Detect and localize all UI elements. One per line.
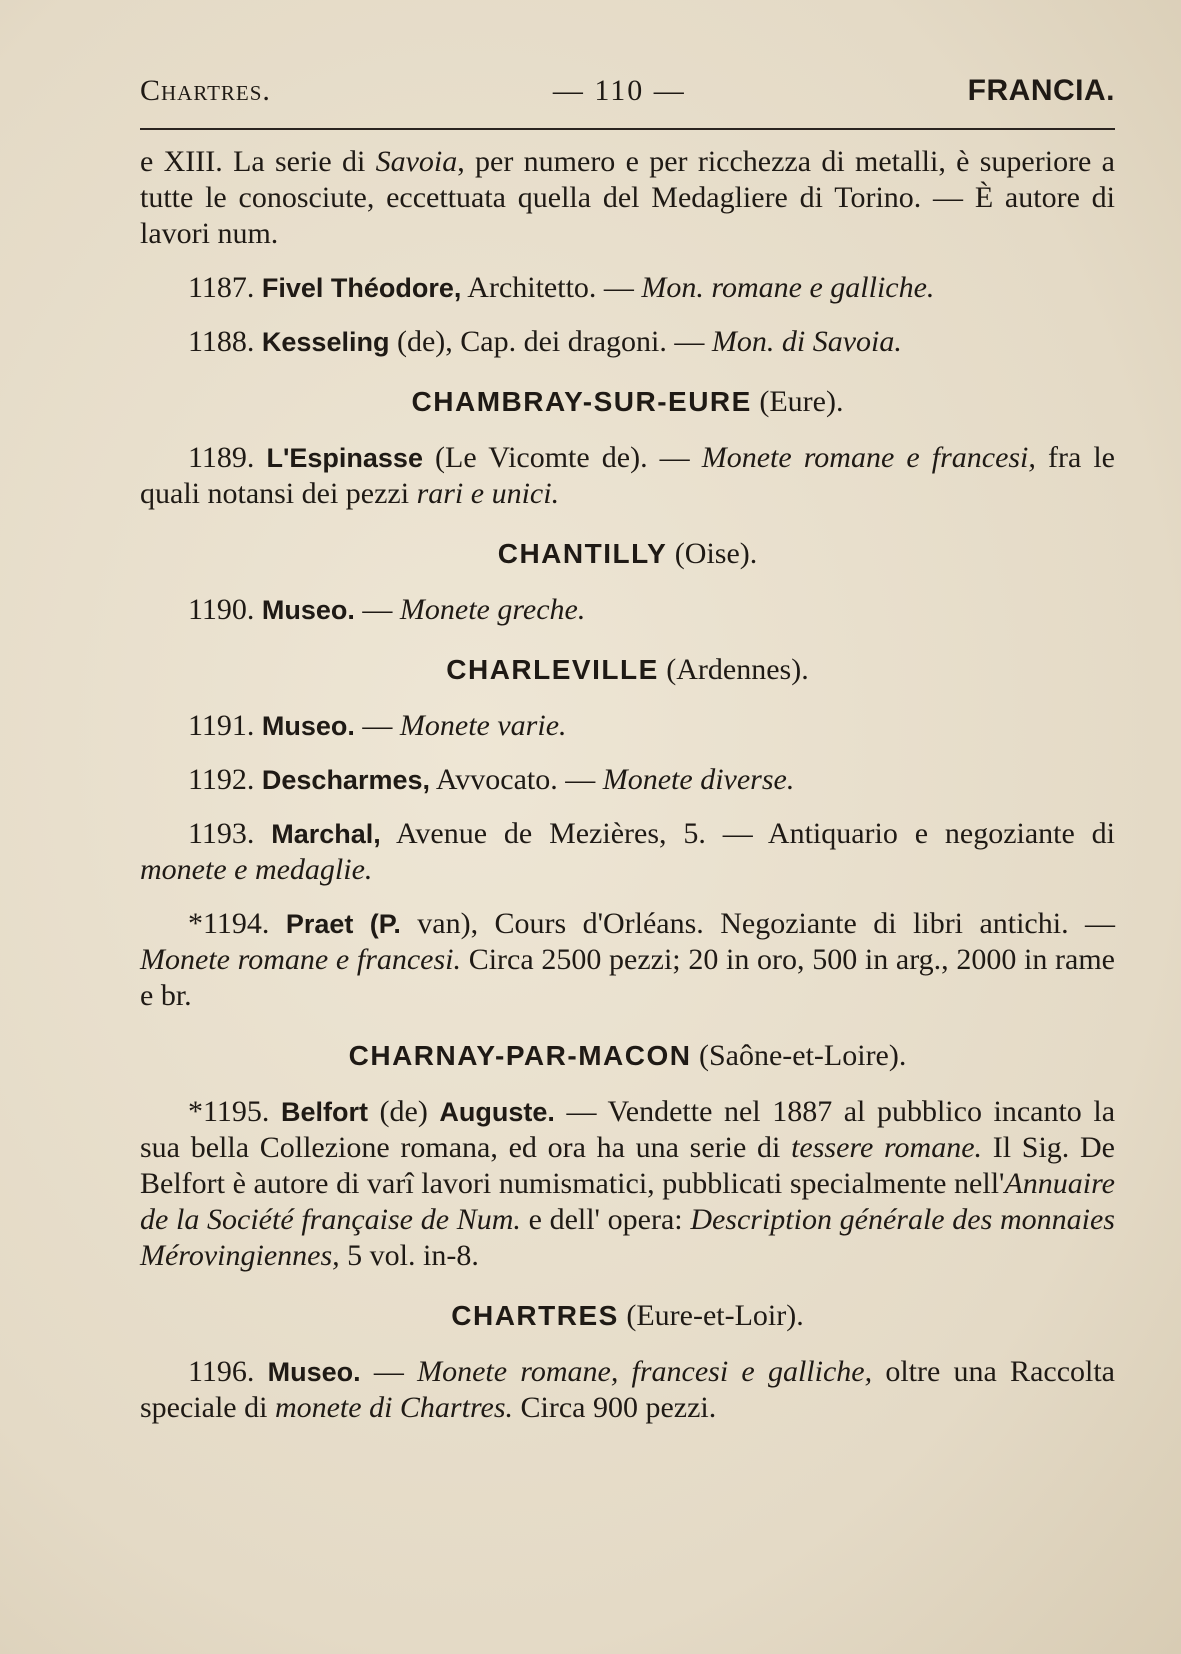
- entry-1194: *1194. Praet (P. van), Cours d'Orléans. Negoziante di libri antichi. — Monete romane e francesi. Circa 2500 pezzi; 20 in oro, 500 in arg., 2000 in rame e br.: [140, 907, 1116, 1012]
- city-heading-chantilly: CHANTILLY (Oise).: [497, 537, 758, 570]
- intro-paragraph: e XIII. La serie di Savoia, per numero e per ricchezza di metalli, è superiore a tutte le conosciute, eccettuata quella del Medagliere di Torino. — È autore di lavori num.: [140, 145, 1115, 250]
- page-body: [140, 62, 1115, 1426]
- running-header: [140, 62, 1115, 122]
- entry-1187: 1187. Fivel Théodore, Architetto. — Mon. romane e galliche.: [188, 271, 935, 304]
- entry-1188: 1188. Kesseling (de), Cap. dei dragoni. — Mon. di Savoia.: [188, 325, 902, 358]
- header-rule: [140, 128, 1115, 130]
- entry-1196: 1196. Museo. — Monete romane, francesi e galliche, oltre una Raccolta speciale di monete di Chartres. Circa 900 pezzi.: [140, 1355, 1116, 1424]
- entry-1190: 1190. Museo. — Monete greche.: [188, 593, 586, 626]
- city-heading-charleville: CHARLEVILLE (Ardennes).: [446, 653, 809, 686]
- header-country: FRANCIA.: [967, 74, 1115, 107]
- city-heading-chartres: CHARTRES (Eure-et-Loir).: [451, 1299, 804, 1332]
- entry-1191: 1191. Museo. — Monete varie.: [188, 709, 567, 742]
- city-heading-charnay: CHARNAY-PAR-MACON (Saône-et-Loire).: [348, 1039, 907, 1072]
- entry-1195: *1195. Belfort (de) Auguste. — Vendette nel 1887 al pubblico incanto la sua bella Collezione romana, ed ora ha una serie di tessere romane. Il Sig. De Belfort è autore di varî lavori numismatici, pubblicati specialmente nell'Annuaire de la Société française de Num. e dell' opera: Description générale des monnaies Mérovingiennes, 5 vol. in-8.: [140, 1095, 1116, 1272]
- entry-1192: 1192. Descharmes, Avvocato. — Monete diverse.: [188, 763, 795, 796]
- entry-1193: 1193. Marchal, Avenue de Mezières, 5. — Antiquario e negoziante di monete e medaglie.: [140, 817, 1116, 886]
- page-number: — 110 —: [552, 74, 686, 107]
- city-heading-chambray: CHAMBRAY-SUR-EURE (Eure).: [411, 385, 844, 418]
- entry-1189: 1189. L'Espinasse (Le Vicomte de). — Monete romane e francesi, fra le quali notansi dei pezzi rari e unici.: [140, 441, 1115, 510]
- header-section-title: Chartres.: [140, 74, 271, 107]
